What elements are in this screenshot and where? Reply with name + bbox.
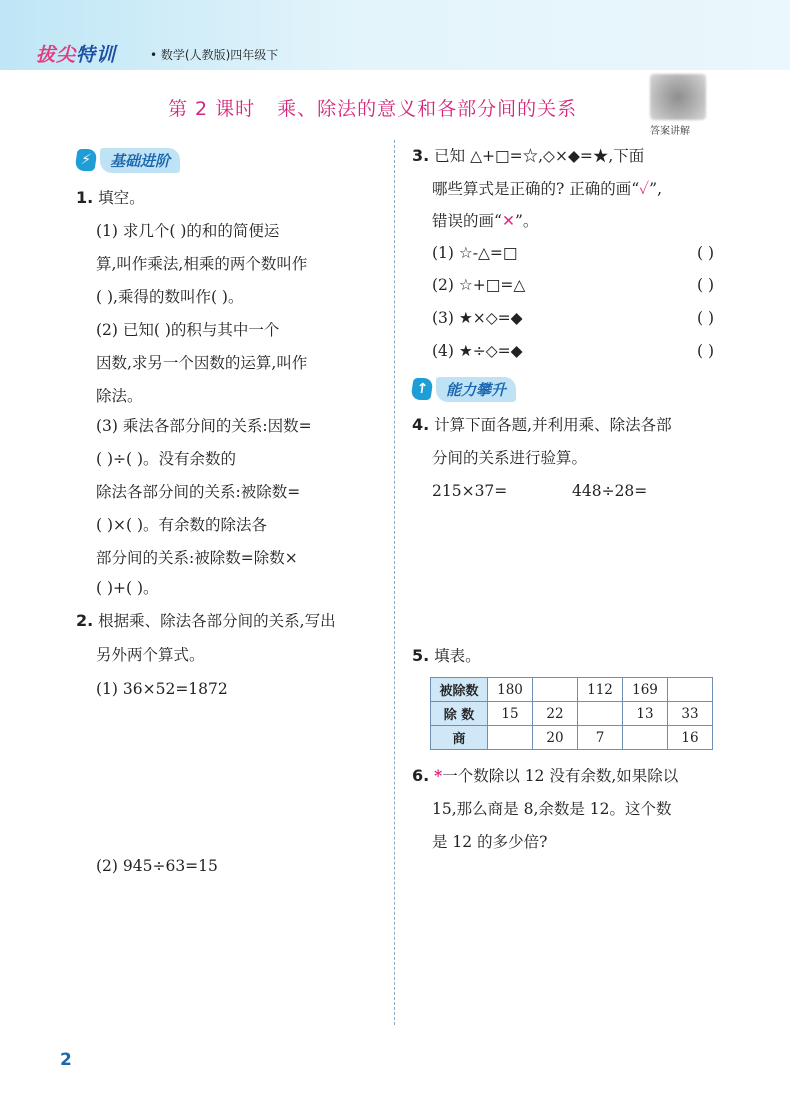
q1-line: ( )+( )。 bbox=[96, 579, 159, 597]
division-table bbox=[430, 677, 713, 750]
question-1 bbox=[76, 188, 145, 208]
q2-line: 另外两个算式。 bbox=[96, 646, 205, 664]
table-row bbox=[431, 678, 713, 702]
q3-line bbox=[432, 211, 538, 231]
q4-expression-2: 448÷28= bbox=[572, 482, 648, 500]
question-3 bbox=[412, 146, 644, 166]
table-cell[interactable]: 16 bbox=[668, 726, 713, 750]
question-2-number: 2. bbox=[76, 611, 94, 630]
section-advanced bbox=[412, 376, 516, 402]
q3-item-expr: (4) ★÷◇=◆ bbox=[432, 342, 523, 360]
q1-line: (1) 求几个( )的和的简便运 bbox=[96, 222, 280, 240]
header-band bbox=[0, 0, 790, 70]
answer-paren[interactable]: ( ) bbox=[696, 244, 714, 262]
q1-line: ( ),乘得的数叫作( )。 bbox=[96, 288, 244, 306]
question-6-text: 一个数除以 12 没有余数,如果除以 bbox=[442, 767, 679, 785]
table-cell[interactable]: 20 bbox=[533, 726, 578, 750]
section-advanced-label: 能力攀升 bbox=[436, 377, 516, 402]
section-basic-label: 基础进阶 bbox=[100, 148, 180, 173]
table-cell[interactable]: 7 bbox=[578, 726, 623, 750]
subject-label: • 数学(人教版)四年级下 bbox=[150, 48, 279, 62]
q1-line: ( )÷( )。没有余数的 bbox=[96, 450, 237, 468]
row-header: 被除数 bbox=[431, 678, 488, 702]
question-6 bbox=[412, 766, 678, 786]
q4-expression-1: 215×37= bbox=[432, 482, 508, 500]
table-row bbox=[431, 726, 713, 750]
q1-line: 除法各部分间的关系:被除数= bbox=[96, 483, 301, 501]
q3-line bbox=[432, 179, 662, 199]
lesson-number: 第 2 课时 bbox=[168, 98, 256, 120]
question-5-text: 填表。 bbox=[434, 647, 481, 665]
q3-item bbox=[432, 275, 714, 295]
q3-item bbox=[432, 308, 714, 328]
table-cell[interactable]: 22 bbox=[533, 702, 578, 726]
table-cell[interactable]: 169 bbox=[623, 678, 668, 702]
q1-line: ( )×( )。有余数的除法各 bbox=[96, 516, 268, 534]
question-4 bbox=[412, 415, 672, 435]
question-1-text: 填空。 bbox=[98, 189, 145, 207]
q6-line: 15,那么商是 8,余数是 12。这个数 bbox=[432, 800, 672, 818]
q3-text: 错误的画“ bbox=[432, 212, 502, 230]
question-4-number: 4. bbox=[412, 415, 430, 434]
table-cell[interactable]: 15 bbox=[488, 702, 533, 726]
q2-equation-2: (2) 945÷63=15 bbox=[96, 857, 218, 875]
table-cell[interactable] bbox=[668, 678, 713, 702]
brand-logo bbox=[36, 40, 116, 67]
q3-text: ”, bbox=[649, 180, 663, 198]
table-cell[interactable]: 33 bbox=[668, 702, 713, 726]
table-cell[interactable]: 13 bbox=[623, 702, 668, 726]
q1-line: (2) 已知( )的积与其中一个 bbox=[96, 321, 280, 339]
q3-item bbox=[432, 341, 714, 361]
cross-mark-icon: ✕ bbox=[501, 212, 515, 230]
page-number: 2 bbox=[60, 1050, 72, 1070]
brand-part-a: 拔尖 bbox=[36, 44, 77, 66]
question-5 bbox=[412, 646, 481, 666]
runner-icon: ⚡ bbox=[74, 149, 97, 171]
lesson-topic: 乘、除法的意义和各部分间的关系 bbox=[277, 98, 578, 120]
column-divider bbox=[394, 140, 395, 1025]
q3-text: ”。 bbox=[514, 212, 539, 230]
table-cell[interactable]: 180 bbox=[488, 678, 533, 702]
answer-paren[interactable]: ( ) bbox=[696, 309, 714, 327]
q4-line: 分间的关系进行验算。 bbox=[432, 449, 588, 467]
q6-line: 是 12 的多少倍? bbox=[432, 833, 548, 851]
page-title bbox=[168, 94, 577, 121]
q1-line: 因数,求另一个因数的运算,叫作 bbox=[96, 354, 308, 372]
table-row bbox=[431, 702, 713, 726]
qr-label: 答案讲解 bbox=[650, 126, 690, 137]
question-2-text: 根据乘、除法各部分间的关系,写出 bbox=[98, 612, 336, 630]
challenge-star-icon: * bbox=[434, 766, 443, 785]
q1-line: 除法。 bbox=[96, 387, 143, 405]
question-2 bbox=[76, 611, 336, 631]
q1-line: 算,叫作乘法,相乘的两个数叫作 bbox=[96, 255, 308, 273]
table-cell[interactable] bbox=[488, 726, 533, 750]
q1-line: (3) 乘法各部分间的关系:因数= bbox=[96, 417, 312, 435]
question-4-text: 计算下面各题,并利用乘、除法各部 bbox=[434, 416, 672, 434]
question-5-number: 5. bbox=[412, 646, 430, 665]
table-cell[interactable] bbox=[623, 726, 668, 750]
qr-code-image[interactable] bbox=[650, 74, 706, 120]
row-header: 商 bbox=[431, 726, 488, 750]
table-cell[interactable] bbox=[533, 678, 578, 702]
question-3-text: 已知 △+□=☆,◇×◆=★,下面 bbox=[434, 147, 645, 165]
answer-paren[interactable]: ( ) bbox=[696, 276, 714, 294]
row-header: 除 数 bbox=[431, 702, 488, 726]
q2-equation-1: (1) 36×52=1872 bbox=[96, 680, 228, 698]
q3-item-expr: (2) ☆+□=△ bbox=[432, 276, 526, 294]
q1-line: 部分间的关系:被除数=除数× bbox=[96, 549, 298, 567]
answer-paren[interactable]: ( ) bbox=[696, 342, 714, 360]
brand-part-b: 特训 bbox=[76, 44, 117, 66]
question-1-number: 1. bbox=[76, 188, 94, 207]
q3-item bbox=[432, 243, 714, 263]
climber-icon: ↑ bbox=[410, 378, 433, 400]
q3-item-expr: (1) ☆-△=□ bbox=[432, 244, 518, 262]
question-6-number: 6. bbox=[412, 766, 430, 785]
q3-item-expr: (3) ★×◇=◆ bbox=[432, 309, 523, 327]
table-cell[interactable] bbox=[578, 702, 623, 726]
q3-text: 哪些算式是正确的? 正确的画“ bbox=[432, 180, 640, 198]
table-cell[interactable]: 112 bbox=[578, 678, 623, 702]
question-3-number: 3. bbox=[412, 146, 430, 165]
check-mark-icon: ✓ bbox=[639, 180, 650, 198]
section-basic bbox=[76, 147, 180, 173]
